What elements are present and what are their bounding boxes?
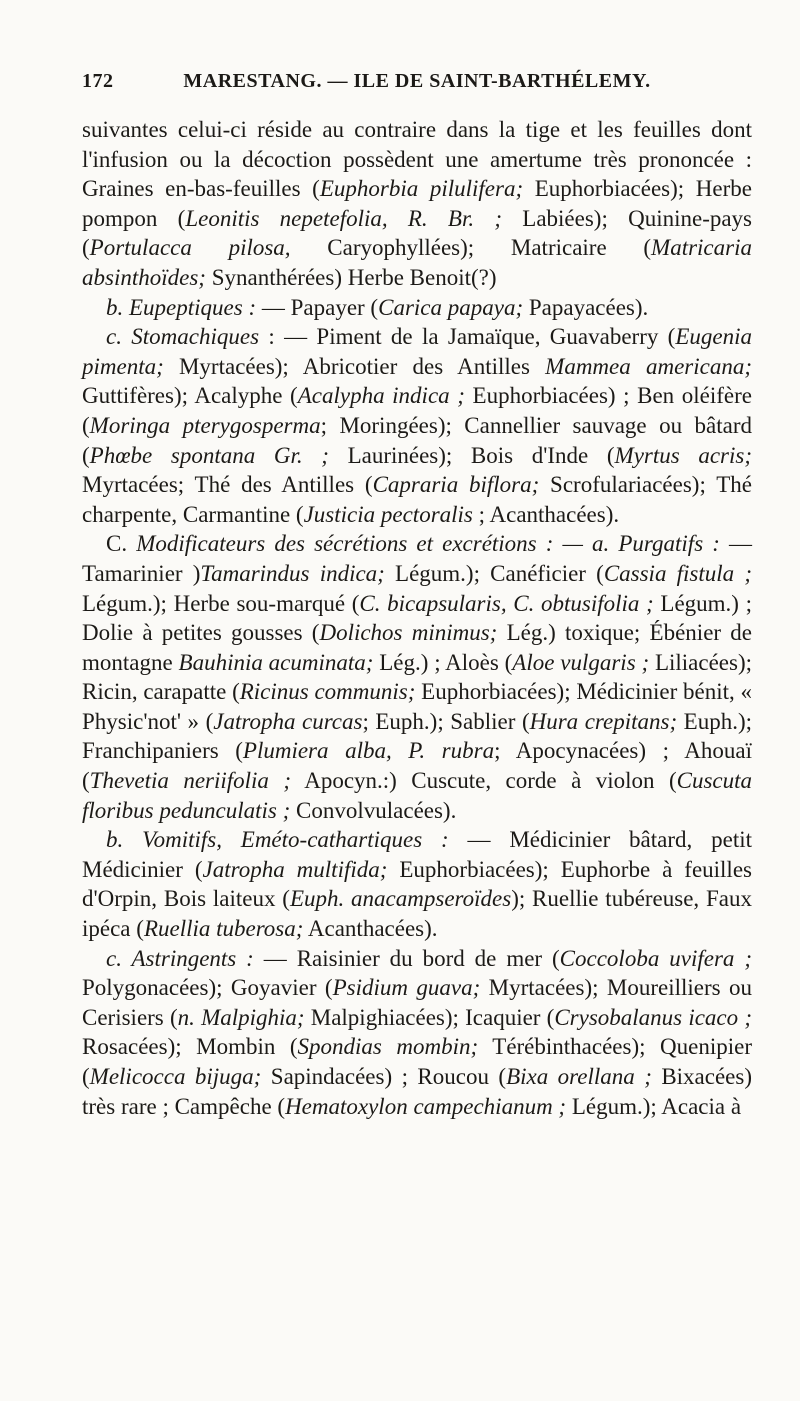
italic-text: Acalypha indica ; — [297, 383, 465, 409]
text-run: Myrtacées); Abricotier des Antilles — [163, 353, 546, 379]
italic-text: Eugenia pimenta; — [82, 324, 753, 379]
text-run: Synanthérées) Herbe Benoit(?) — [205, 264, 497, 290]
italic-text: Euphorbia pilulifera; — [319, 176, 524, 202]
text-run: Convolvulacées). — [290, 797, 457, 823]
italic-text: Cassia fistula ; — [603, 560, 752, 586]
text-run: ; Moringées); Cannellier sauvage ou bâtard ( — [82, 412, 752, 468]
text-run: ; Apocynacées) ; Ahouaï ( — [82, 738, 752, 794]
italic-text: Coccoloba uvifera ; — [559, 945, 752, 971]
italic-text: Bixa orellana ; — [506, 1064, 652, 1089]
text-run: Malpighiacées); Icaquier ( — [304, 1004, 555, 1030]
italic-text: Portulacca pilosa, — [89, 235, 291, 261]
italic-text: Euph. anacampseroïdes — [289, 886, 512, 912]
text-run: Papayacées). — [523, 294, 649, 320]
paragraph — [82, 293, 752, 323]
text-run: Laurinées); Bois d'Inde ( — [328, 442, 615, 468]
paragraph — [82, 944, 752, 1122]
text-run: Myrtacées); Moureilliers ou Cerisiers ( — [82, 975, 752, 1030]
running-title: MARESTANG. — ILE DE SAINT-BARTHÉLEMY. — [183, 70, 651, 92]
text-run: suivantes celui-ci réside au contraire dans la tige et les feuilles dont l'infusion ou la décoction possèdent une amertume très prononcée : Graines en-bas-feuilles ( — [82, 117, 752, 202]
italic-text: Jatropha multifida; — [202, 856, 388, 882]
italic-text: Carica papaya; — [378, 294, 524, 320]
text-run: Euphorbiacées); Médicinier bénit, « Physic'not' » ( — [82, 679, 752, 734]
text-run: C. — [106, 531, 137, 557]
paragraph — [82, 825, 752, 943]
paragraph — [82, 529, 752, 825]
text-run: — Papayer ( — [256, 294, 379, 320]
italic-text: Leonitis nepetefolia, R. Br. ; — [185, 205, 503, 231]
text-run: Sapindacées) ; Roucou ( — [261, 1064, 507, 1089]
italic-text: Dolichos minimus; — [319, 620, 498, 646]
text-run: Polygonacées); Goyavier ( — [82, 975, 333, 1001]
text-run: Bixacées) très rare ; Campêche ( — [82, 1064, 752, 1119]
italic-text: Myrtus acris; — [614, 442, 752, 468]
text-run: Lég.) toxique; Ébénier de montagne — [82, 620, 752, 675]
italic-text: n. Malpighia; — [177, 1004, 305, 1030]
italic-text: C. bicapsularis, C. obtusifolia ; — [359, 590, 654, 616]
text-run: ; Euph.); Sablier ( — [362, 708, 530, 734]
italic-text: Hura crepitans; — [529, 708, 678, 734]
text-run: Rosacées); Mombin ( — [82, 1034, 298, 1060]
text-run: : — Piment de la Jamaïque, Guavaberry ( — [259, 324, 676, 350]
text-run: Euph.); Franchipaniers ( — [82, 708, 752, 764]
italic-text: Modificateurs des sécrétions et excrétions : — a. Purgatifs : — [136, 531, 720, 557]
text-run: Légum.); Canéficier ( — [384, 560, 604, 586]
text-run: Apocyn.:) Cuscute, corde à violon ( — [291, 768, 677, 794]
text-run: Liliacées); Ricin, carapatte ( — [82, 649, 752, 705]
italic-text: Ruellia tuberosa; — [143, 916, 304, 942]
italic-text: Plumiera alba, P. rubra — [242, 738, 495, 764]
italic-text: Ricinus communis; — [239, 679, 416, 705]
text-run: Caryophyllées); Matricaire ( — [290, 235, 652, 261]
italic-text: Matricaria absinthoïdes; — [82, 235, 752, 290]
italic-text: Thevetia neriifolia ; — [89, 768, 292, 794]
italic-text: c. Astringents : — [106, 945, 254, 971]
text-run: ); Ruellie tubéreuse, Faux ipéca ( — [82, 886, 752, 942]
text-run: Légum.); Acacia à — [566, 1093, 742, 1119]
page-number: 172 — [82, 70, 114, 92]
italic-text: b. Vomitifs, Eméto-cathartiques : — [106, 827, 449, 853]
text-run: Légum.); Herbe sou-marqué ( — [82, 590, 360, 616]
italic-text: Bauhinia acuminata; — [178, 649, 374, 675]
text-run: Scrofulariacées); Thé charpente, Carmantine ( — [82, 472, 752, 527]
italic-text: Cuscuta floribus pedunculatis ; — [82, 768, 753, 823]
paragraph — [82, 322, 752, 529]
italic-text: Psidium guava; — [332, 975, 481, 1001]
italic-text: Melicocca bijuga; — [89, 1064, 262, 1089]
italic-text: Crysobalanus icaco ; — [554, 1004, 752, 1030]
italic-text: Moringa pterygosperma — [89, 412, 321, 438]
text-run: Euphorbiacées); Euphorbe à feuilles d'Orpin, Bois laiteux ( — [82, 856, 752, 912]
text-run: Térébinthacées); Quenipier ( — [82, 1034, 752, 1089]
italic-text: c. Stomachiques — [106, 324, 260, 350]
paragraph — [82, 115, 752, 293]
italic-text: Jatropha curcas — [213, 708, 363, 734]
text-run: — Médicinier bâtard, petit Médicinier ( — [82, 827, 752, 882]
italic-text: Aloe vulgaris ; — [512, 649, 650, 675]
italic-text: b. Eupeptiques : — [106, 294, 257, 320]
italic-text: Phœbe spontana Gr. ; — [89, 442, 329, 468]
italic-text: Capraria biflora; — [372, 472, 540, 498]
text-run: Lég.) ; Aloès ( — [373, 649, 513, 675]
text-run: Acanthacées). — [303, 916, 438, 942]
text-run: Légum.) ; Dolie à petites gousses ( — [82, 590, 753, 646]
text-run: Euphorbiacées) ; Ben oléifère ( — [82, 383, 752, 438]
text-run: Labiées); Quinine-pays ( — [82, 205, 753, 261]
italic-text: Justicia pectoralis — [303, 501, 473, 527]
text-run: Myrtacées; Thé des Antilles ( — [82, 472, 373, 498]
italic-text: Spondias mombin; — [297, 1034, 479, 1060]
body-text — [82, 115, 752, 1121]
text-run: Euphorbiacées); Herbe pompon ( — [82, 176, 752, 231]
italic-text: Tamarindus indica; — [200, 560, 385, 586]
text-run: — Raisinier du bord de mer ( — [253, 945, 560, 971]
text-run: Guttifères); Acalyphe ( — [82, 383, 298, 409]
running-head — [82, 70, 752, 93]
text-run: ; Acanthacées). — [472, 501, 620, 527]
italic-text: Mammea americana; — [545, 353, 752, 379]
text-run: — Tamarinier ) — [82, 531, 753, 586]
italic-text: Hematoxylon campechianum ; — [285, 1093, 567, 1119]
